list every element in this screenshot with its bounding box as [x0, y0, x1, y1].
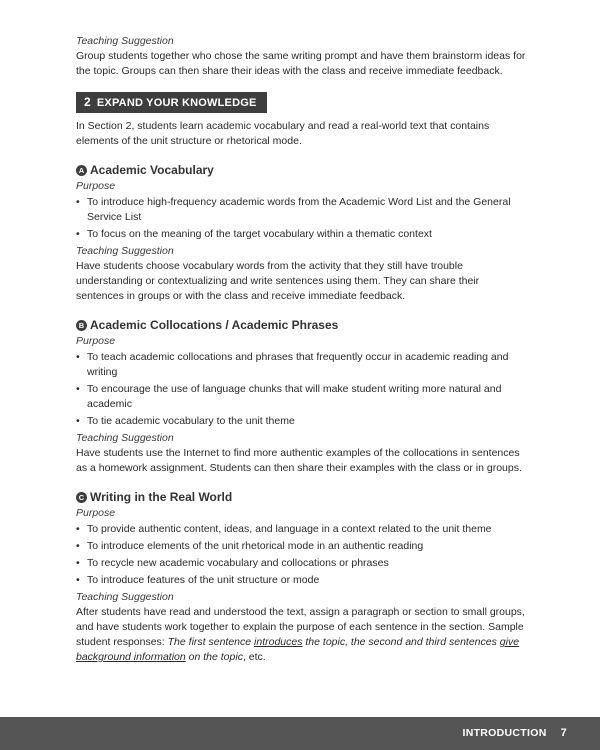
subsection-b-title: Academic Collocations / Academic Phrases [90, 318, 339, 332]
footer-bar [0, 717, 600, 750]
intro-suggestion-text: Group students together who chose the same writing prompt and have them brainstorm ideas for the topic. Groups can then share their ideas with the class and receive immediate feedback. [76, 50, 526, 77]
subsection-a-title: Academic Vocabulary [90, 163, 214, 177]
subsection-b-heading [76, 317, 526, 333]
footer-label: INTRODUCTION [462, 727, 547, 739]
sample-response-italic: on the topic [185, 651, 243, 663]
subsection-b-purpose-label: Purpose [76, 335, 116, 347]
list-item: • To introduce features of the unit structure or mode [76, 573, 526, 588]
subsection-a-purpose-label: Purpose [76, 180, 116, 192]
section-2-title: EXPAND YOUR KNOWLEDGE [96, 97, 257, 109]
subsection-c-heading [76, 489, 526, 505]
list-item: • To teach academic collocations and phrases that frequently occur in academic reading and writing [76, 350, 526, 380]
list-item: • To tie academic vocabulary to the unit theme [76, 414, 526, 429]
intro-suggestion-label: Teaching Suggestion [76, 35, 174, 47]
section-2-intro: In Section 2, students learn academic vocabulary and read a real-world text that contains elements of the unit structure or rhetorical mode. [76, 120, 490, 147]
subsection-c-suggestion-text [76, 605, 526, 665]
page-content [76, 34, 526, 665]
sample-response-underlined: give background information [76, 636, 520, 663]
list-item: • To introduce elements of the unit rhetorical mode in an authentic reading [76, 539, 526, 554]
list-item: • To encourage the use of language chunks that will make student writing more natural and academic [76, 382, 526, 412]
subsection-c-suggestion-label: Teaching Suggestion [76, 591, 174, 603]
subsection-c-purpose-list [76, 522, 526, 588]
subsection-c-title: Writing in the Real World [90, 490, 233, 504]
subsection-a-purpose-list [76, 195, 526, 242]
suggestion-text-part: After students have read and understood the text, assign a paragraph or section to small groups, and have students work together to explain the purpose of each sentence in the section. Sample student responses: [76, 606, 525, 648]
page-number: 7 [560, 727, 567, 739]
subsection-a-suggestion-label: Teaching Suggestion [76, 245, 174, 257]
letter-a-icon: A [76, 165, 87, 176]
subsection-a-heading [76, 162, 526, 178]
list-item: • To provide authentic content, ideas, and language in a context related to the unit theme [76, 522, 526, 537]
letter-b-icon: B [76, 320, 87, 331]
sample-response-underlined: introduces [254, 636, 303, 648]
sample-response-italic: the topic, the second and third sentences [302, 636, 500, 648]
list-item: • To introduce high-frequency academic words from the Academic Word List and the General Service List [76, 195, 526, 225]
subsection-b-suggestion-label: Teaching Suggestion [76, 432, 174, 444]
section-2-number: 2 [84, 95, 91, 109]
letter-c-icon: C [76, 492, 87, 503]
footer-label-group [462, 727, 567, 739]
subsection-c-purpose-label: Purpose [76, 507, 116, 519]
subsection-a-suggestion-text: Have students choose vocabulary words from the activity that they still have trouble understanding or contextualizing and write sentences using them. They can share their sentences in groups or with the class and receive immediate feedback. [76, 260, 480, 302]
subsection-b-purpose-list [76, 350, 526, 429]
list-item: • To focus on the meaning of the target vocabulary within a thematic context [76, 227, 526, 242]
section-2-banner [76, 92, 267, 113]
list-item: • To recycle new academic vocabulary and collocations or phrases [76, 556, 526, 571]
sample-response-italic: The first sentence [167, 636, 255, 648]
subsection-b-suggestion-text: Have students use the Internet to find more authentic examples of the collocations in sentences as a homework assignment. Students can then share their examples with the class or in groups. [76, 447, 522, 474]
suggestion-text-part: , etc. [242, 651, 266, 663]
